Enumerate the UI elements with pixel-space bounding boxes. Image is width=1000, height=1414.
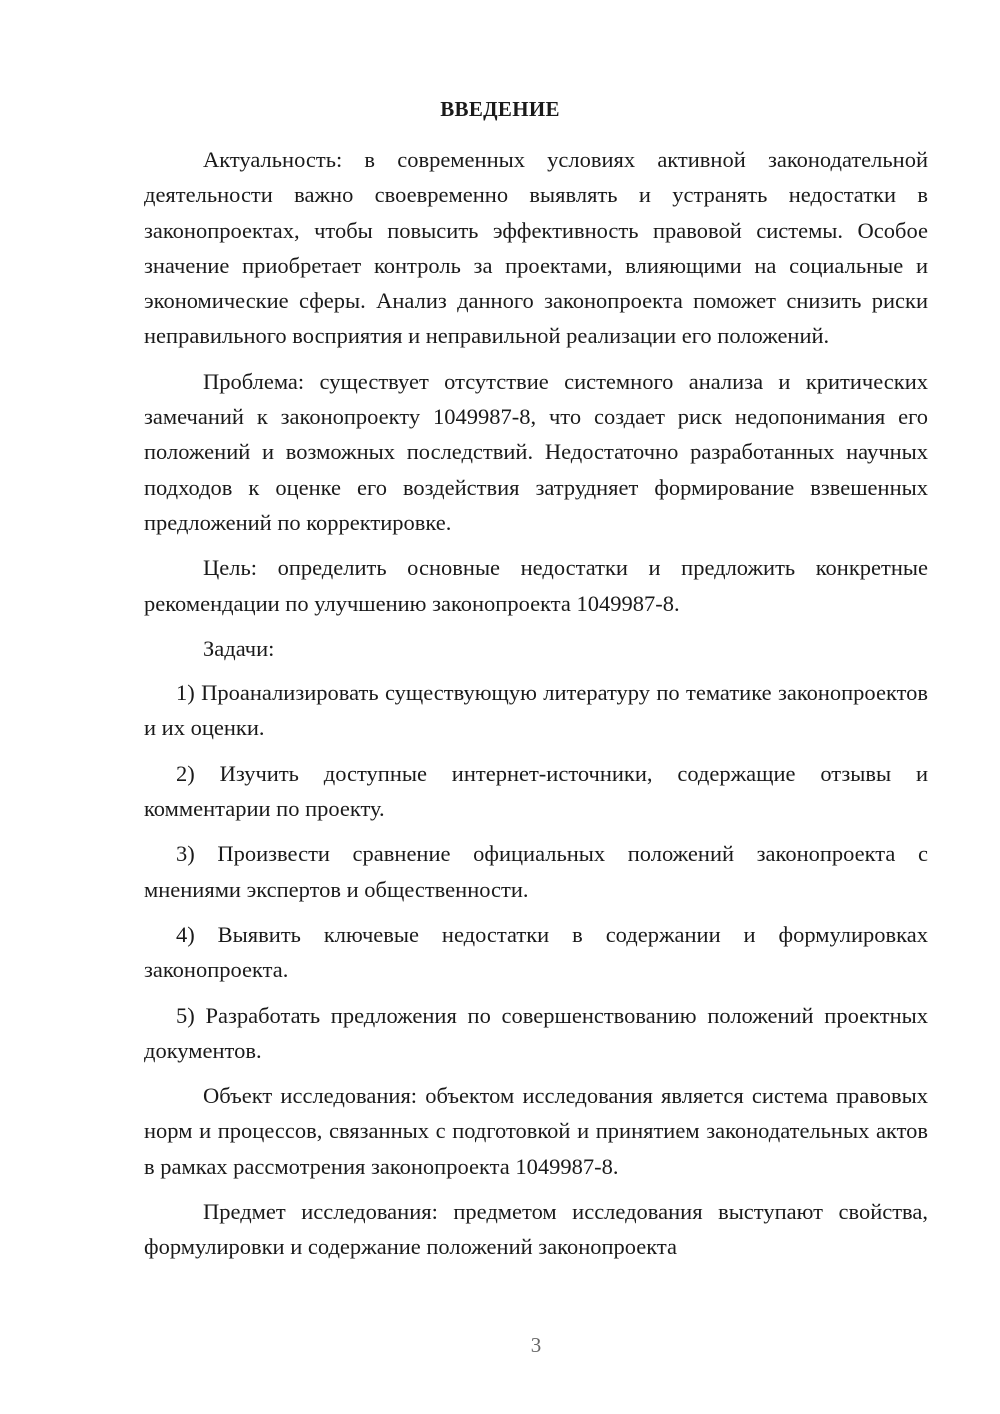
paragraph-problem: Проблема: существует отсутствие системного анализа и критических замечаний к законопроекту 1049987-8, что создает риск недопонимания его положений и возможных последствий. Недостаточно разработанных научных подходов к оценке его воздействия затрудняет формирование взвешенных предложений по корректировке. <box>144 368 928 535</box>
paragraph-object: Объект исследования: объектом исследования является система правовых норм и процессов, связанных с подготовкой и принятием законодательных актов в рамках рассмотрения законопроекта 1049987-8. <box>144 1083 928 1179</box>
paragraph-goal: Цель: определить основные недостатки и предложить конкретные рекомендации по улучшению законопроекта 1049987-8. <box>144 555 928 616</box>
task-item-3: 3) Произвести сравнение официальных положений законопроекта с мнениями экспертов и общественности. <box>144 841 928 902</box>
document-body <box>144 142 928 1275</box>
paragraph-subject: Предмет исследования: предметом исследования выступают свойства, формулировки и содержание положений законопроекта <box>144 1199 928 1260</box>
section-heading: ВВЕДЕНИЕ <box>440 97 560 121</box>
task-item-2: 2) Изучить доступные интернет-источники, содержащие отзывы и комментарии по проекту. <box>144 760 928 822</box>
task-item-5: 5) Разработать предложения по совершенствованию положений проектных документов. <box>144 1002 928 1063</box>
task-item-1: 1) Проанализировать существующую литературу по тематике законопроектов и их оценки. <box>144 680 928 741</box>
page-number: 3 <box>530 1333 542 1357</box>
task-item-4: 4) Выявить ключевые недостатки в содержании и формулировках законопроекта. <box>144 921 928 983</box>
tasks-label: Задачи: <box>203 635 275 661</box>
paragraph-relevance: Актуальность: в современных условиях активной законодательной деятельности важно своевременно выявлять и устранять недостатки в законопроектах, чтобы повысить эффективность правовой системы. Особое значение приобретает контроль за проектами, влияющими на социальные и экономические сферы. Анализ данного законопроекта поможет снизить риски неправильного восприятия и неправильной реализации его положений. <box>144 147 928 349</box>
